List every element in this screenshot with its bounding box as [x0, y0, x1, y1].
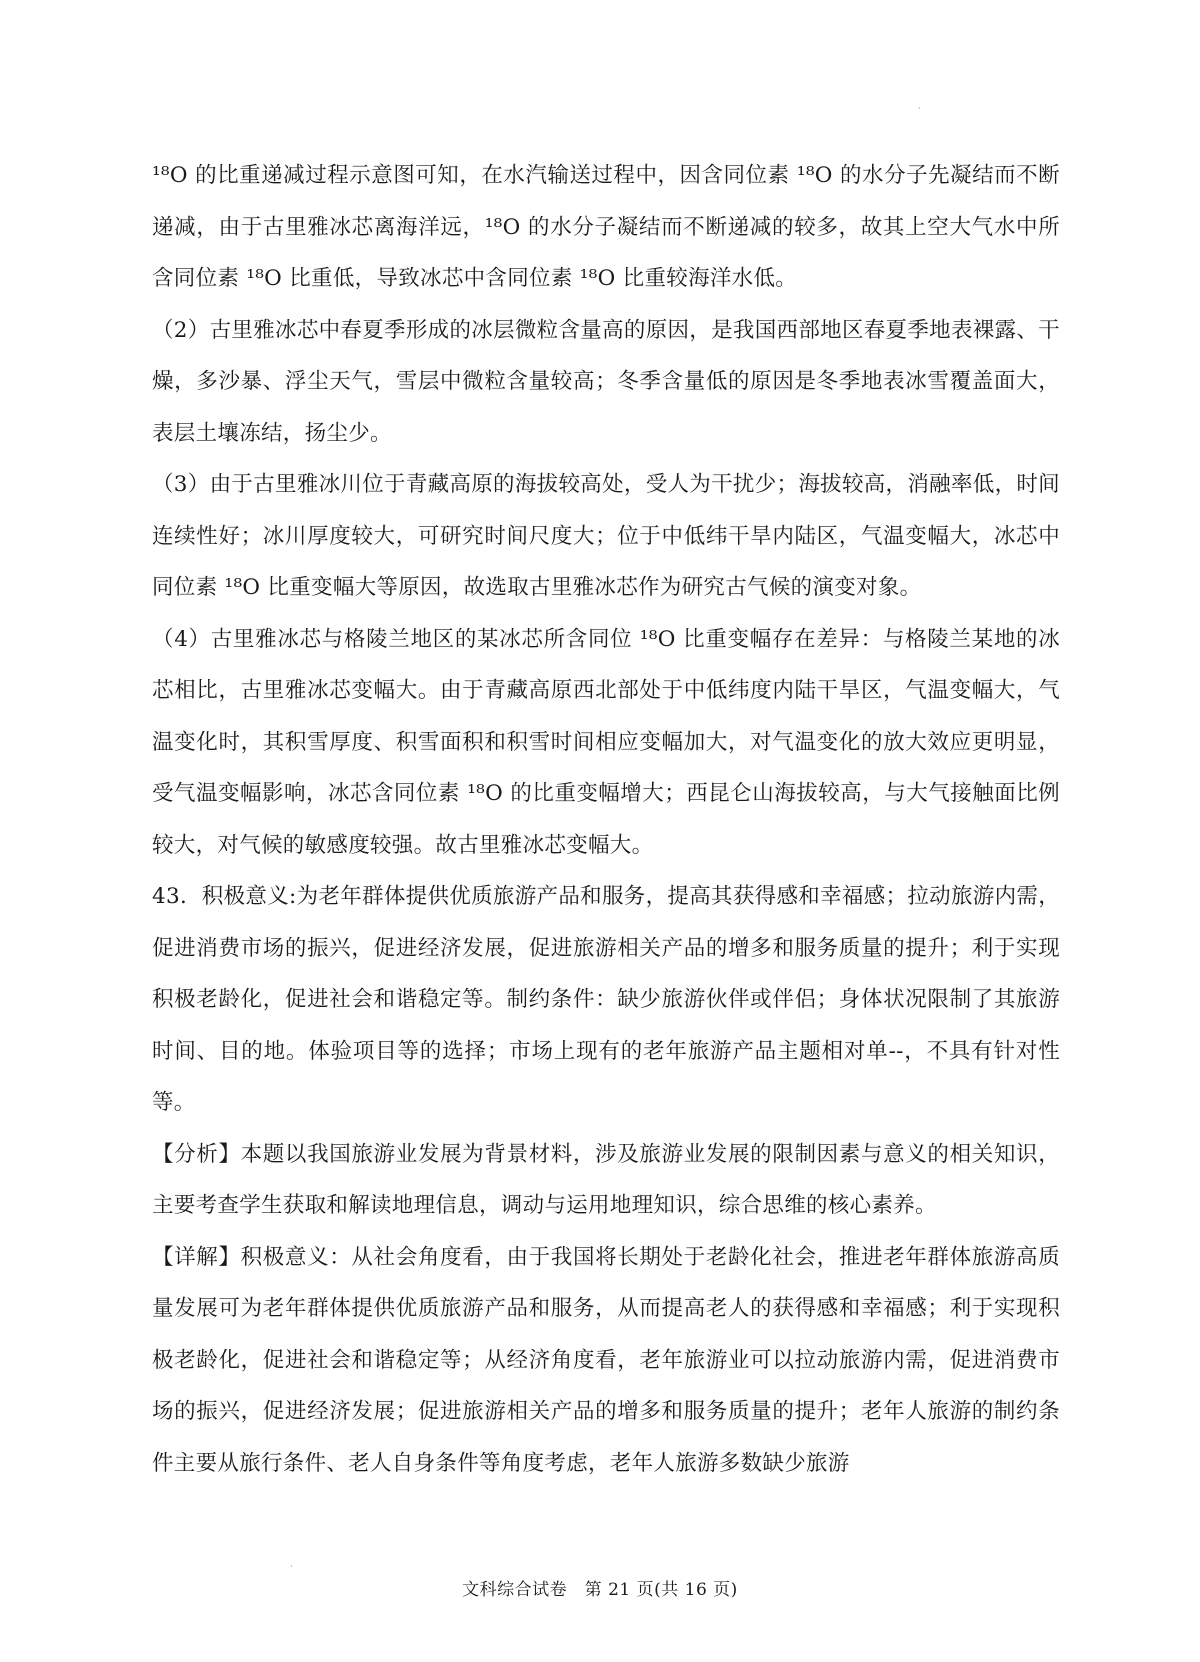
scan-mark-top: ·	[918, 104, 921, 113]
answer-text-body	[152, 150, 1060, 1489]
paragraph-18o-explanation: ¹⁸O 的比重递减过程示意图可知，在水汽输送过程中，因含同位素 ¹⁸O 的水分子先凝结而不断递减，由于古里雅冰芯离海洋远，¹⁸O 的水分子凝结而不断递减的较多，故其上空大气水中所含同位素 ¹⁸O 比重低，导致冰芯中含同位素 ¹⁸O 比重较海洋水低。	[152, 163, 1060, 291]
page-footer: 文科综合试卷 第 21 页(共 16 页)	[462, 1580, 738, 1600]
paragraph-answer-4: （4）古里雅冰芯与格陵兰地区的某冰芯所含同位 ¹⁸O 比重变幅存在差异：与格陵兰某地的冰芯相比，古里雅冰芯变幅大。由于青藏高原西北部处于中低纬度内陆干旱区，气温变幅大，气温变化时，其积雪厚度、积雪面积和积雪时间相应变幅加大，对气温变化的放大效应更明显，受气温变幅影响，冰芯含同位素 ¹⁸O 的比重变幅增大；西昆仑山海拔较高，与大气接触面比例较大，对气候的敏感度较强。故古里雅冰芯变幅大。	[152, 626, 1060, 858]
paragraph-question-43-answer: 43．积极意义:为老年群体提供优质旅游产品和服务，提高其获得感和幸福感；拉动旅游内需，促进消费市场的振兴，促进经济发展，促进旅游相关产品的增多和服务质量的提升；利于实现积极老龄化，促进社会和谐稳定等。制约条件：缺少旅游伙伴或伴侣；身体状况限制了其旅游时间、目的地。体验项目等的选择；市场上现有的老年旅游产品主题相对单--，不具有针对性等。	[152, 884, 1060, 1115]
paragraph-analysis: 【分析】本题以我国旅游业发展为背景材料，涉及旅游业发展的限制因素与意义的相关知识，主要考查学生获取和解读地理信息，调动与运用地理知识，综合思维的核心素养。	[152, 1141, 1060, 1218]
paragraph-answer-2: （2）古里雅冰芯中春夏季形成的冰层微粒含量高的原因，是我国西部地区春夏季地表裸露、干燥，多沙暴、浮尘天气，雪层中微粒含量较高；冬季含量低的原因是冬季地表冰雪覆盖面大，表层土壤冻结，扬尘少。	[152, 317, 1060, 446]
paragraph-detailed-explanation: 【详解】积极意义：从社会角度看，由于我国将长期处于老龄化社会，推进老年群体旅游高质量发展可为老年群体提供优质旅游产品和服务，从而提高老人的获得感和幸福感；利于实现积极老龄化，促进社会和谐稳定等；从经济角度看，老年旅游业可以拉动旅游内需，促进消费市场的振兴，促进经济发展；促进旅游相关产品的增多和服务质量的提升；老年人旅游的制约条件主要从旅行条件、老人自身条件等角度考虑，老年人旅游多数缺少旅游	[152, 1244, 1060, 1476]
paragraph-answer-3: （3）由于古里雅冰川位于青藏高原的海拔较高处，受人为干扰少；海拔较高，消融率低，时间连续性好；冰川厚度较大，可研究时间尺度大；位于中低纬干旱内陆区，气温变幅大，冰芯中同位素 ¹⁸O 比重变幅大等原因，故选取古里雅冰芯作为研究古气候的演变对象。	[152, 472, 1060, 600]
scan-mark-bottom: ·	[290, 1562, 293, 1571]
